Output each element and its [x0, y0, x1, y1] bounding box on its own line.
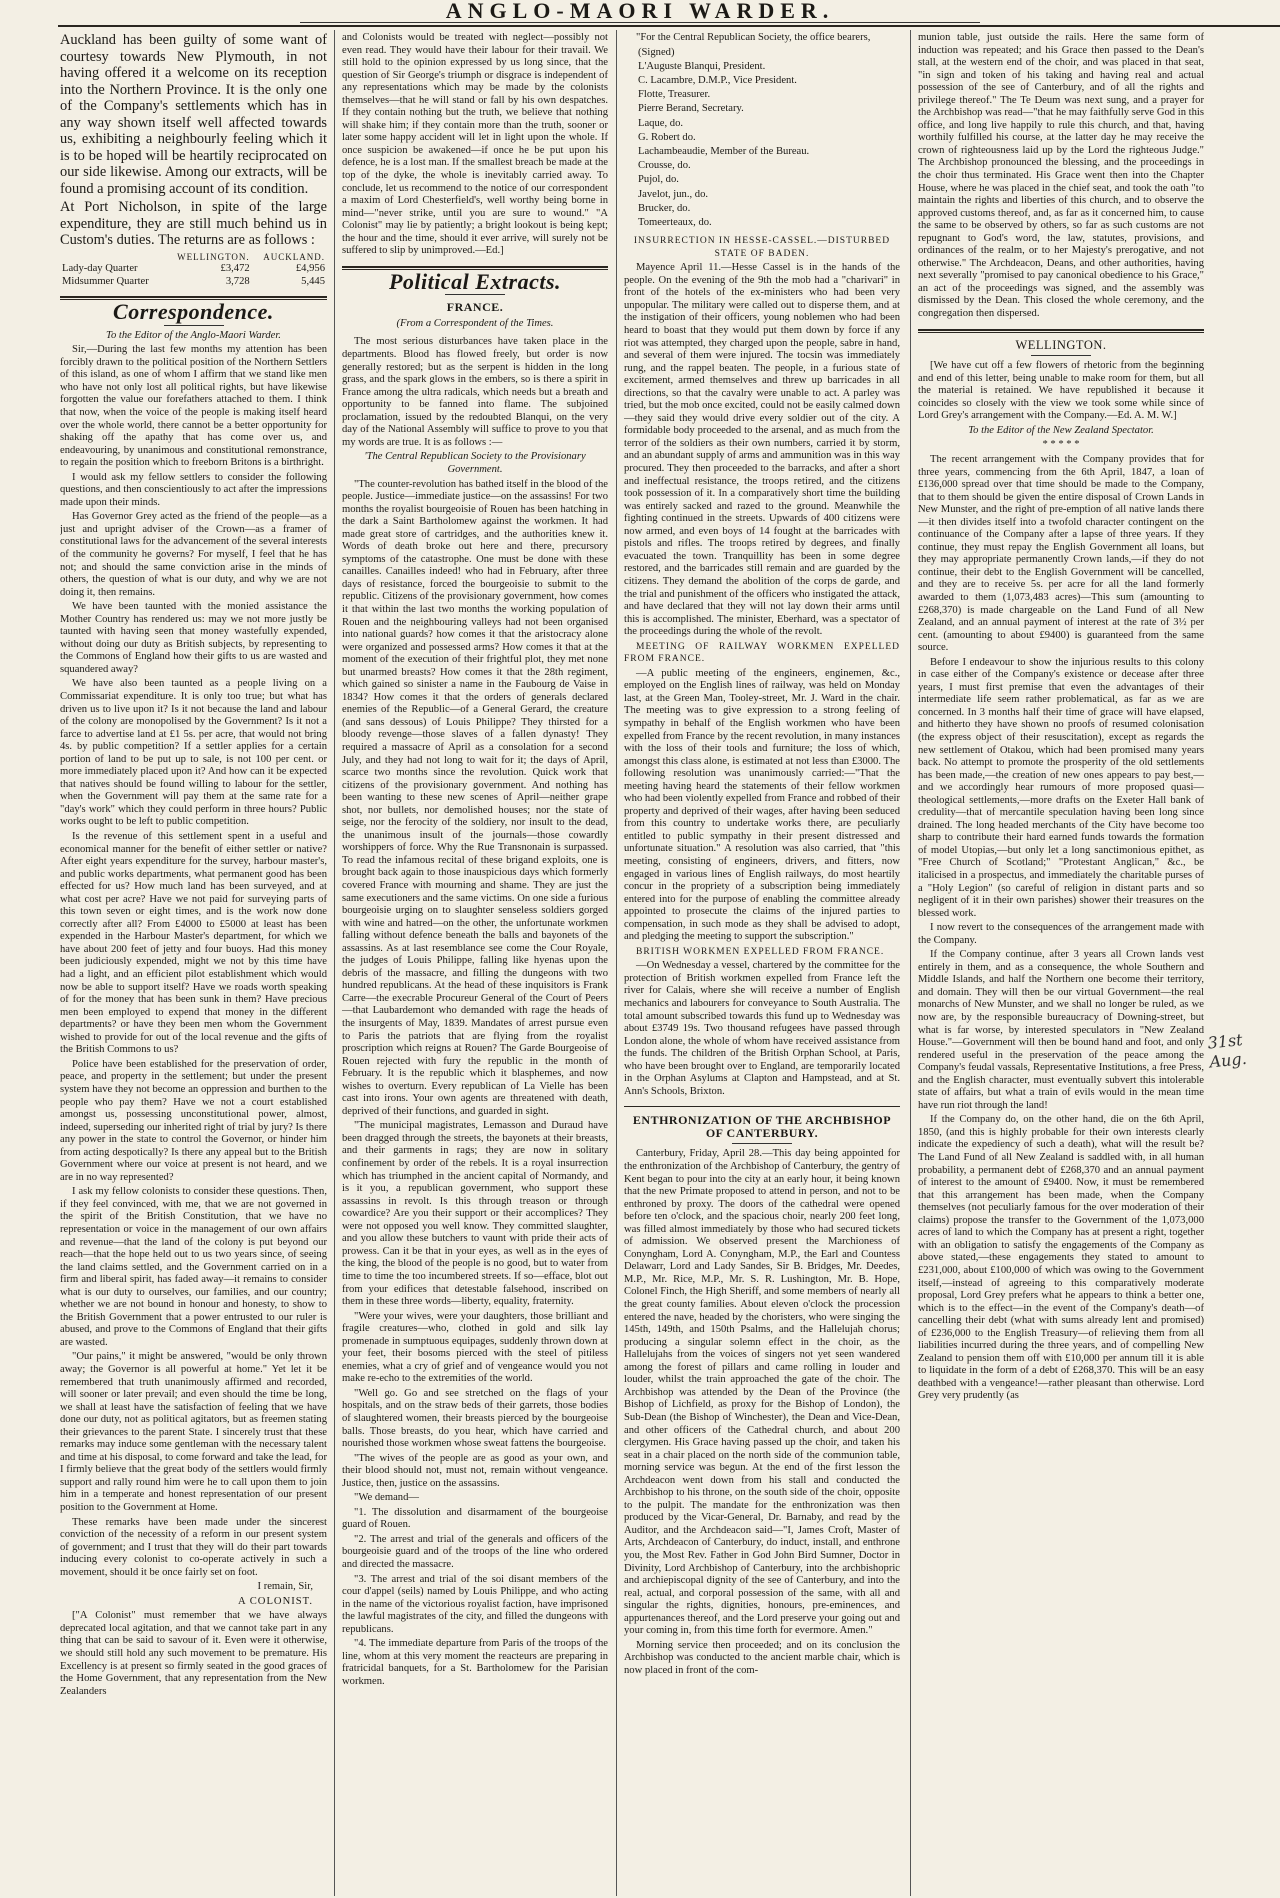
signature-line: (Signed) — [638, 46, 675, 58]
divider — [445, 294, 505, 295]
letter-paragraph: Has Governor Grey acted as the friend of the people—as a just and upright adviser of the Crown—as a framer of constitutional laws for the advancement of the several interests of the community he governs? For myself, I feel that he has not; and should the same conviction arise in the minds of others, the question of what is our duty, and why we are not doing it, then remains. — [60, 511, 327, 598]
editor-note-continued: and Colonists would be treated with neglect—possibly not even read. They would have their labour for their travail. We still hold to the opinion expressed by us long since, that the question of Sir George's triumph or disgrace is independent of any representations which may be made by the colonists themselves—that he will stand or fall by his own despatches. If they contain nothing but the truth, we believe that nothing will shake him; if they contain more than the truth, sooner or later some happy accident will let in light upon the whole. If once suspicion be awakened—if once he be put upon his defence, he is a lost man. If the smallest breach be made at the top of the dyke, the whole is inevitably carried away. To conclude, let us recommend to the notice of our correspondent a maxim of Lord Chesterfield's, well worthy being borne in mind—"never strike, until you are sure to wound." "A Colonist" may lie by patiently; a bright lookout is being kept; the hour and the time, should it ever arrive, will surely not be suffered to slip by unimproved.—Ed.] — [342, 32, 608, 257]
signatory: C. Lacambre, D.M.P., Vice President. — [638, 74, 797, 86]
letter-heading: To the Editor of the New Zealand Spectator. — [968, 424, 1154, 436]
letter-signature: A COLONIST. — [238, 1595, 313, 1607]
signatory: Laque, do. — [638, 117, 684, 129]
editor-intro: [We have cut off a few flowers of rhetoric from the beginning and end of this letter, being unable to make room for them, but all the material is retained. We have republished it because it coincides so closely with the view we took some while since of Lord Grey's arrangement with the Company.—Ed. A. M. W.] — [918, 360, 1204, 422]
letter-paragraph: The recent arrangement with the Company provides that for three years, commencing from the 6th April, 1847, a loan of £136,000 spread over that time should be made to the Company, that to them should be given the entire disposal of Crown Lands in New Munster, and the right of pre-emption of all native lands there—it then divides itself into a twofold character contingent on the continuance of the Company after a lapse of three years. If they continue, they must repay the English Government all loans, but they may appropriate permanently Crown lands,—if they do not continue, their debt to the English Government will be cancelled, and they are to receive 5s. per acre for all the land formerly awarded to them (1,073,483 acres)—This sum (amounting to £268,370) is made chargeable on the Land Fund of all New Zealand, and an annual payment of interest at the rate of 3½ per cent. (amounting to about £9400) is guaranteed from the same source. — [918, 453, 1204, 654]
row-label: Midsummer Quarter — [62, 275, 149, 287]
handwritten-margin-note: 31st Aug. — [1206, 1030, 1248, 1072]
column-header: WELLINGTON. — [177, 251, 250, 262]
cell-value: £4,956 — [295, 263, 325, 275]
article-paragraph: Morning service then proceeded; and on its conclusion the Archbishop was conducted to the ancient marble chair, which is now placed in front of the com- — [624, 1639, 900, 1676]
article-paragraph: "4. The immediate departure from Paris of the troops of the line, whom at this very moment the reacteurs are preparing in fratricidal banquets, for a St. Bartholomew for the Parisian workmen. — [342, 1638, 608, 1687]
column-divider — [334, 30, 335, 1896]
letter-paragraph: We have also been taunted as a people living on a Commissariat expenditure. It is only too true; but what has driven us to live upon it? Is it not because the land and labour of the colony are monopolised by the Government? Is it not a farce to advertise land at £1 5s. per acre, that would not bring 4s. by public competition? If a settler applies for a certain portion of land to be put up to sale, is not 100 per cent. or more immediately placed upon it? And how can it be expected that natives should be found willing to labour for the settler, when the Government will pay them at the same rate for a "day's work" which they could perform in three hours? Public works ought to be left to public competition. — [60, 678, 327, 828]
letter-heading: To the Editor of the Anglo-Maori Warder. — [106, 329, 281, 341]
letter-paragraph: Before I endeavour to show the injurious results to this colony in case either of the Company's existence or decease after three years, I must first premise that even the advantages of their intermediate life seem rather problematical, as far as we are concerned. In 3 months half their time of grace will have elapsed, and hitherto they have shown no proofs of resumed colonisation (the express object of their resuscitation), except as regards the new settlement of Otakou, which had been promised many years back. No attempt to promote the prosperity of the old settlements has been made,—the creation of new ones appears to pay best,—and we accordingly hear rumours of more proposed quasi—theological settlements,—more drafts on the Exeter Hall bank of credulity—that of mercantile speculation having been long since drained. The long headed merchants of the City have become too sharp to contribute their hard earned funds towards the formation of model Utopias,—but only let a long sanctimonious epithet, as "Free Church of Scotland;" "Protestant Anglican," &c., be italicised in a prospectus, and immediately the charitable purses of a "Holy Legion" (so careful of religion in distant parts and so negligent of it in their own parishes) shower their treasures on the blessed work. — [918, 656, 1204, 919]
editor-note: ["A Colonist" must remember that we have always deprecated local agitation, and that we cannot take part in any thing that can be said to savour of it. Even were it otherwise, we should still hold any such movement to be premature. His Excellency is at present so firmly seated in the good graces of the Home Government, that any representation from the New Zealanders — [60, 1610, 327, 1697]
proclamation-heading: 'The Central Republican Society to the Provisionary Government. — [364, 451, 586, 475]
article-paragraph: The most serious disturbances have taken place in the departments. Blood has flowed freely, but order is now generally restored; but as the serpent is hidden in the long grass, and the spark glows in the embers, so is there a spirit in France among the ultra radicals, which needs but a breath and opportunity to be fanned into flame. The subjoined proclamation, issued by the redoubted Blanqui, on the very day of the National Assembly will suffice to prove to you that my words are true. It is as follows :— — [342, 336, 608, 448]
article-paragraph: "Well go. Go and see stretched on the flags of your hospitals, and on the straw beds of their garrets, those bodies of slaughtered women, their breasts pierced by the bourgeoise balls. Those breasts, do you hear, which have carried and nourished those workmen whose sweat fattens the bourgeoise. — [342, 1387, 608, 1450]
article-paragraph: "2. The arrest and trial of the generals and officers of the bourgeoisie guard and of the troops of the line who ordered and directed the massacre. — [342, 1533, 608, 1570]
signatory: Lachambeaudie, Member of the Bureau. — [638, 145, 810, 157]
column-divider — [616, 30, 617, 1896]
divider — [732, 1143, 792, 1144]
article-paragraph: —On Wednesday a vessel, chartered by the committee for the protection of British workmen expelled from France left the river for Calais, where she will receive a number of English mechanics and labourers for conveyance to South Australia. The total amount subscribed towards this fund up to Wednesday was about £3749 19s. Two thousand refugees have passed through London alone, the whole of whom have received assistance from the funds. The children of the British Orphan School, at Paris, who have been brought over to England, are temporarily located in the Orphan Asylums at Clapton and Hampstead, and at St. Ann's Schools, Brixton. — [624, 960, 900, 1097]
article-paragraph: munion table, just outside the rails. Here the same form of induction was repeated; and his Grace then passed to the Dean's stall, at the western end of the choir, and was placed in that seat, "in sign and token of his taking and having real and actual possession of the see of Canterbury, and of all the rights and privilege thereof." The Te Deum was next sung, and a prayer for the Archbishop was read—"that he may faithfully serve God in this office, and long live happily to rule this church, and that, having worthily fulfilled his course, at the latter day he may receive the crown of righteousness laid up by the Lord the righteous Judge." The Archbishop pronounced the blessing, and the proceedings in the choir thus terminated. His Grace went then into the Chapter House, where he was placed in the chief seat, and took the oath "to maintain the rights and liberties of this church, and to observe the approved customs thereof, and, as far as it concerned him, to cause the same to be observed by others, so far as such customs are not repugnant to God's word, the law, statutes, provisions, and ordinances of the realm, or to her Majesty's prerogative, and not otherwise." The Archdeacon, Deans, and other authorities, having next severally "promised to pay canonical obedience to his Grace," an act of the proceedings was signed, and the assembly was dismissed by the Dean. This closed the whole ceremony, and the congregation then dispersed. — [918, 32, 1204, 320]
article-paragraph: "The municipal magistrates, Lemasson and Duraud have been dragged through the streets, the bayonets at their breasts, and their garments in rags; they are now in solitary confinement by order of the rebels. It is a royal insurrection which has triumphed in the ancient capital of Normandy, and is it you, a republican government, who support these assassins in revolt. Is this through treason or through cowardice? Are you their support or their accomplices? They were not opposed you well know. They committed slaughter, and you allow these butchers to vaunt with pride their acts of prowess. Can it be that in your eyes, as well as in the eyes of the king, the blood of the people is no good, but to water from time to time the too incumbered streets. If so—efface, blot out from your edifices that detestable falsehood, inscribed on them in these three words—liberty, equality, fraternity. — [342, 1120, 608, 1308]
article-paragraph: "3. The arrest and trial of the soi disant members of the cour d'appel (seils) named by Louis Philippe, and who acting in the name of the victorious royalist faction, have imprisoned the lawful magistrates of the city, and filled the dungeons with republicans. — [342, 1573, 608, 1635]
ellipsis-stars: * * * * * — [1042, 439, 1080, 451]
signatory: Flotte, Treasurer. — [638, 89, 711, 101]
section-title: Correspondence. — [113, 299, 274, 325]
letter-paragraph: These remarks have been made under the sincerest conviction of the necessity of a reform in our present system of government; and I trust that they will do their part towards inducing every colonist to co-operate actively in such a movement, should it be once fairly set on foot. — [60, 1516, 327, 1578]
column-4 — [918, 32, 1204, 1894]
letter-paragraph: If the Company do, on the other hand, die on the 6th April, 1850, (and this is highly probable for their own interests clearly indicate the expediency of such a death), what will the result be? The Land Fund of all New Zealand is saddled with, in all human probability, a permanent debt of £268,370 and an annual payment of interest to the amount of £9400. Now, it must be remembered that this arrangement has been made, when the Company themselves (not peculiarly famous for the over moderation of their claims) propose the transfer to the Government of the 1,073,000 acres of land to which the Company has at present a right, together with an obligation to satisfy the engagements of the Company as above stated,—these engagements they stated to amount to £231,000, about £100,000 of which was owing to the Government itself,—instead of agreeing to this comparatively moderate proposal, Lord Grey prefers what he appears to think a better one, which is to the effect—in the event of the Company's death—of cancelling their debt (what with sums already lent and promised) of £236,000 to the English Treasury—of relieving them from all liabilities incurred during the three years, and of compelling New Zealand to pension them off with £10,000 per annum till it is able to liquidate in the form of a debt of £268,370. This will be an easy deathbed with a vengeance!—rather pleasant than otherwise. Lord Grey very prudently (as — [918, 1114, 1204, 1402]
editorial-paragraph: Auckland has been guilty of some want of courtesy towards New Plymouth, in not having offered it a welcome on its reception into the Northern Province. It is the only one of the Company's settlements which has in any way shown itself well affected towards us, exhibiting a neighbourly feeling which it is to be hoped will be heartily reciprocated on our side likewise. Among our extracts, will be found a promising account of its condition. — [60, 32, 327, 197]
article-subheading: (From a Correspondent of the Times. — [396, 317, 554, 329]
letter-paragraph: If the Company continue, after 3 years all Crown lands vest entirely in them, and as a consequence, the whole Southern and Middle Islands, and half the Northern one become their territory, and domain. They will then be our virtual Government—the real monarchs of New Munster, and we shall no longer be ruled, as we now are, by the responsible bureaucracy of Downing-street, but what is far worse, by interested speculators in "New Zealand House."—Government will then be bound hand and foot, and only rendered useful in the preservation of the peace among the Company's feudal vassals, Representative Institutions, a free Press, and the English character, must eventually subvert this intolerable state of affairs, but what a train of evils would in the mean time have run riot through the land! — [918, 949, 1204, 1111]
masthead-rule — [58, 25, 1280, 27]
signatory: Pierre Berand, Secretary. — [638, 103, 744, 115]
column-header: AUCKLAND. — [263, 251, 325, 262]
table-row — [60, 263, 327, 276]
article-heading: WELLINGTON. — [1015, 337, 1107, 352]
cell-value: 5,445 — [301, 275, 325, 287]
article-paragraph: Mayence April 11.—Hesse Cassel is in the hands of the people. On the evening of the 9th the mob had a "charivari" in front of the hotels of the ex-ministers who had been very unpopular. The military were called out to disperse them, and at the instigation of their officers, young noblemen who had been heard to boast that they would put them down by force if any riot was attempted, they charged upon the people, sabre in hand, and several of them were injured. The tocsin was immediately rung, and the rappel beaten. The people, in a furious state of excitement, armed themselves and threw up barricades in all directions, so that the cavalry were unable to act. A parley was tried, but the mob once excited, could not be easily calmed down—they said they would drive every soldier out of the city. A formidable body proceeded to the arsenal, and as much from the terror of the soldiers as their own numbers, carried it by storm, and an abundant supply of arms and ammunition was in this way procured. They then proceeded to the barracks, and after a short and ineffectual resistance, the troops retired, and the citizens took possession of it. In a comparatively short time the building was entirely sacked and razed to the ground. Meanwhile the fighting continued in the streets. Upwards of 400 citizens were now armed, and even boys of 14 fought at the barricades with pistols and rifles. The troops retired by degrees, and finally evacuated the town. Tranquillity has been in some degree restored, and the barricades still remain and are guarded by the citizens. They demand the abolition of the corps de garde, and the trial and punishment of the officers who instigated the attack, and have declared that they will not lay down their arms until this is accomplished. The minister, Eberhard, was a spectator of the proceedings during the whole of the revolt. — [624, 262, 900, 638]
signatory: Brucker, do. — [638, 202, 691, 214]
section-rule — [918, 329, 1204, 333]
section-rule — [624, 1106, 900, 1108]
article-paragraph: Canterbury, Friday, April 28.—This day being appointed for the enthronization of the Archbishop of Canterbury, the gentry of Kent began to pour into the city at an early hour, it being known that the new Primate proposed to attend in person, and not to be enthroned by proxy. The doors of the cathedral were opened before ten o'clock, and the spacious choir, nearly 200 feet long, was filled almost immediately by those who had secured tickets of admission. We observed present the Marchioness of Conyngham, Lord A. Conyngham, M.P., the Earl and Countess Delawarr, Lord and Lady Sandes, Sir B. Bridges, Mr. Deedes, M.P., Mr. Rice, M.P., Mr. S. R. Lushington, Mr. B. Hope, Colonel Finch, the High Sheriff, and some members of nearly all the great county families. About eleven o'clock the procession entered the nave, headed by the choristers, who were singing the 145th, 149th, and 150th Psalms, and the Hallelujah chorus; producing a singular solemn effect in the choir, as the Hallelujahs from the voices of singers not yet seen wandered among the forest of pillars and came rolling in louder and louder, whilst the train approached the gate of the choir. The Archbishop was attended by the Dean of the Province (the Bishop of Lichfield, as proxy for the Bishop of London), the Sub-Dean (the Bishop of Winchester), the Dean and Vice-Dean, and other officers of the Cathedral church, and about 200 clergymen. His Grace having passed up the choir, and taken his seat in a chair placed on the north side of the communion table, morning service was begun. At the end of the first lesson the Archdeacon went down from his stall and conducted the Archbishop to his throne, on the south side of the choir, opposite to the pulpit. The mandate for the enthronization was then produced by the Vicar-General, Dr. Barnaby, and read by the Auditor, and the Archdeacon said—"I, James Croft, Master of Arts, Archdeacon of Canterbury, do induct, install, and enthrone you, the Most Rev. Father in God John Bird Sumner, Doctor in Divinity, Lord Archbishop of Canterbury, into the archbishopric and archiepiscopal dignity of the see of Canterbury, and into the real, actual, and corporal possession of the same, with all and singular the rights, dignities, honours, pre-eminences, and appurtenances thereof, and the Lord preserve your going out and your coming in, from this time forth for evermore. Amen." — [624, 1148, 900, 1637]
table-row — [60, 276, 327, 289]
article-heading: ENTHRONIZATION OF THE ARCHBISHOP OF CANTERBURY. — [632, 1113, 892, 1140]
article-paragraph: "1. The dissolution and disarmament of the bourgeoise guard of Rouen. — [342, 1506, 608, 1531]
column-1 — [60, 32, 327, 1894]
cell-value: 3,728 — [225, 275, 250, 287]
letter-paragraph: We have been taunted with the monied assistance the Mother Country has rendered us: may we not more justly be taunted with having seen that money wastefully expended, without doing our duty as British subjects, by representing to the Commons of England how their gifts to us are wasted and squandered away? — [60, 601, 327, 675]
letter-paragraph: I ask my fellow colonists to consider these questions. Then, if they feel convinced, with me, that we are not governed in the spirit of the British Constitution, that we have no representation or voice in the management of our own affairs and revenue—that the land of the colony is put beyond our reach—that the hope held out to us two years since, of seeing the land claims settled, and the Government carried on in a firm and liberal spirit, has faded away—it remains to consider what is our duty to ourselves, our families, and our country; whether we are not bound in honour and honesty, to show to the British Government that a power entrusted to our ruler is abused, and prove to the Commons of England that their gifts are wasted. — [60, 1186, 327, 1348]
divider — [1031, 355, 1091, 356]
article-heading: MEETING OF RAILWAY WORKMEN EXPELLED FROM FRANCE. — [624, 641, 900, 665]
signatory: L'Auguste Blanqui, President. — [638, 60, 766, 72]
article-heading: FRANCE. — [446, 300, 504, 315]
signatory: Javelot, jun., do. — [638, 188, 709, 200]
letter-paragraph: Sir,—During the last few months my attention has been forcibly drawn to the political position of the Northern Settlers of this island, as one of whom I affirm that we stand like men who have not only lost all political rights, but have likewise forgotten the value our forefathers attached to them. I think that now, when the voice of the people is making itself heard over the whole world, there cannot be a better opportunity for shaking off the apathy that has come over us, and endeavouring, by unanimous and constitutional remonstrance, to regain the position which to freeborn Britons is a birthright. — [60, 344, 327, 469]
letter-paragraph: Is the revenue of this settlement spent in a useful and economical manner for the benefit of either settler or native? After eight years expenditure for the survey, harbour master's, and public works departments, what permanent good has been effected for us? How much land has been surveyed, and at what cost per acre? Have we not paid for surveying parts of this town seven or eight times, and is the work now done correctly after all? From £4000 to £5000 at least has been expended in the Harbour Master's department, for which we have about 200 feet of jetty and four buoys. Had this money been judiciously expended, might we not by this time have had a light, and an efficient pilot establishment which would now be able to support itself? Have we roads worth speaking of for the money that has been sunk in them? Have precious men been employed to expend that money in the different departments? or have they been men whom the Government wished to provide for out of the local revenue and the gifts of the British Commons to us? — [60, 831, 327, 1056]
section-title: Political Extracts. — [388, 268, 562, 294]
divider — [164, 325, 224, 326]
article-paragraph: "The counter-revolution has bathed itself in the blood of the people. Justice—immediate justice—on the assassins! For two months the royalist bourgeoisie of Rouen has been hatching in the dark a Saint Bartholomew against the workmen. It had made great store of cartridges, and the authorities knew it. Words of death broke out here and there, precursory symptoms of the catastrophe. One must be done with these canailles. Canailles indeed! who had in February, after three days of resistance, forced the bourgeoisie to submit to the republic. Citizens of the provisionary government, how comes it that within the last two months the working population of Rouen and the neighbouring valleys had not been organised into national guards? how comes it that the aristocracy alone were organized and possessed arms? How comes it that at the moment of the execution of their frightful plot, they met none but unarmed breasts? How comes it that the 28th regiment, which gained so sinister a name in the Faubourg de Vaise in 1834? How comes it that the orders of generals declared enemies of the Republic—of a General Gerard, the creature (and sans dessous) of Louis Philippe? They thirsted for a bloody revenge—those slaves of a fallen dynasty! They required a massacre of April as a consolation for a second July, and they had not long to wait for it; the days of April, scarce two months since the revolution. Quick work that citizens of the provisionary government. And nothing has been wanting to these new scenes of April—neither grape shot, nor bullets, nor demolished houses; nor the state of seige, nor the ferocity of the soldiery, nor insult to the dead, the unanimous insult of the journals—those cowardly worshippers of force. Why the Rue Transnonain is surpassed. To read the infamous recital of these brigand exploits, one is brought back again to those inauspicious days which formerly covered France with mourning and shame. They are just the same executioners and the same victims. On one side a furious bourgeoisie urging on to slaughter senseless soldiers gorged with wine and hatred—on the other, the unfortunate workmen falling without defence beneath the balls and bayonets of the assassins. As at last resemblance see come the Cour Royale, the judges of Louis Philippe, falling like hyenas upon the debris of the massacre, and filling the dungeons with two hundred republicans. At the head of these inquisitors is Frank Carre—the execrable Procureur General of the Court of Peers—that Laubardemont who demanded with rage the heads of the insurgents of May, 1839. Mandates of arrest pursue even to Paris the patriots that are flying from the royalist proscription which reigns at Rouen? The Garde Bourgeoise of Rouen rejected with fury the republic in the month of February. It is the republic which it blasphemes, and now wishes to overturn. Every republican of La Vielle has been cast into irons. Your own agents are threatened with death, deprived of their functions, and guarded in sight. — [342, 478, 608, 1117]
signatory: G. Robert do. — [638, 131, 696, 143]
letter-paragraph: I now revert to the consequences of the arrangement made with the Company. — [918, 922, 1204, 946]
article-paragraph: "The wives of the people are as good as your own, and their blood should not, must not, remain without vengeance. Justice, then, justice on the assassins. — [342, 1452, 608, 1489]
article-heading: INSURRECTION IN HESSE-CASSEL.—DISTURBED STATE OF BADEN. — [633, 236, 891, 259]
signatory: Tomeerteaux, do. — [638, 216, 712, 228]
column-3 — [624, 32, 900, 1894]
article-paragraph: —A public meeting of the engineers, enginemen, &c., employed on the English lines of railway, was held on Monday last, at the Green Man, Tooley-street, Mr. J. Ward in the chair. The meeting was to give expression to a strong feeling of sympathy in behalf of the English workmen who have been expelled from France by the recent revolution, in many instances with the loss of their tools and furniture; the loss of which, amongst this class alone, is estimated at not less than £3000. The following resolution was unanimously carried:—"That the meeting having heard the statements of their fellow workmen who had been violently expelled from France and robbed of their property and deprived of their wages, after having been seduced from this country to undertake works there, are peculiarly entitled to public sympathy in their present distressed and unfortunate situation." A resolution was also carried, that "this meeting, consisting of engineers, drivers, and fitters, now engaged in various lines of English railways, do most heartily concur in the propriety of a subscription being immediately entered into for the purpose of enabling the committee already appointed to prosecute the claims of the injured parties to compensation, in such mode as they shall be advised to adopt, and pledging the meeting to support the subscription." — [624, 667, 900, 943]
letter-closing: I remain, Sir, — [257, 1581, 313, 1593]
article-heading: BRITISH WORKMEN EXPELLED FROM FRANCE. — [636, 946, 885, 957]
column-2 — [342, 32, 608, 1894]
letter-paragraph: I would ask my fellow settlers to consider the following questions, and then conscientiously to act after the impressions made upon their minds. — [60, 471, 327, 508]
article-paragraph: "For the Central Republican Society, the office bearers, — [636, 32, 871, 43]
letter-paragraph: Police have been established for the preservation of order, peace, and property in the settlement; but under the present system have they not become an oppression and burthen to the people who pay them? Have we not a court established amongst us, possessing unconstitutional power, almost, indeed, superseding our inherited right of trial by jury? Is there any power in the state to control the Governor, or hinder him from acting despotically? Is there any appeal but to the British Government where our voice at present is not heard, and we are in no way represented? — [60, 1058, 327, 1183]
masthead: ANGLO-MAORI WARDER. — [300, 0, 980, 23]
article-paragraph: "We demand— — [354, 1492, 419, 1504]
editorial-paragraph: At Port Nicholson, in spite of the large expenditure, they are still much behind us in Custom's duties. The returns are as follows : — [60, 199, 327, 248]
article-paragraph: "Were your wives, were your daughters, those brilliant and fragile creatures—who, clothed in gold and silk lay promenade in sumptuous equipages, suddenly thrown down at your feet, their bosoms pierced with the steel of pitiless enemies, what a cry of grief and of vengeance would you not make re-echo to the extremities of the world. — [342, 1310, 608, 1385]
column-divider — [910, 30, 911, 1896]
signatory: Pujol, do. — [638, 174, 679, 186]
cell-value: £3,472 — [220, 263, 250, 275]
letter-paragraph: "Our pains," it might be answered, "would be only thrown away; the Governor is all powerful at home." Yet let it be remembered that truth unanimously affirmed and recorded, will sooner or later prevail; and even should the time be long, we shall at least have the satisfaction of feeling that we have done our duty, not as political agitators, but as freemen stating their grievances to the parent State. I sincerely trust that these remarks may induce some gentleman with the necessary talent and time at his disposal, to come forward and take the lead, for I firmly believe that the great body of the settlers would firmly support and rally round him were he to call upon them to join him in a temperate and honest representation of our present position to the Government at Home. — [60, 1351, 327, 1513]
signatory: Crousse, do. — [638, 160, 691, 172]
row-label: Lady-day Quarter — [62, 263, 138, 275]
customs-returns-table — [60, 251, 327, 289]
